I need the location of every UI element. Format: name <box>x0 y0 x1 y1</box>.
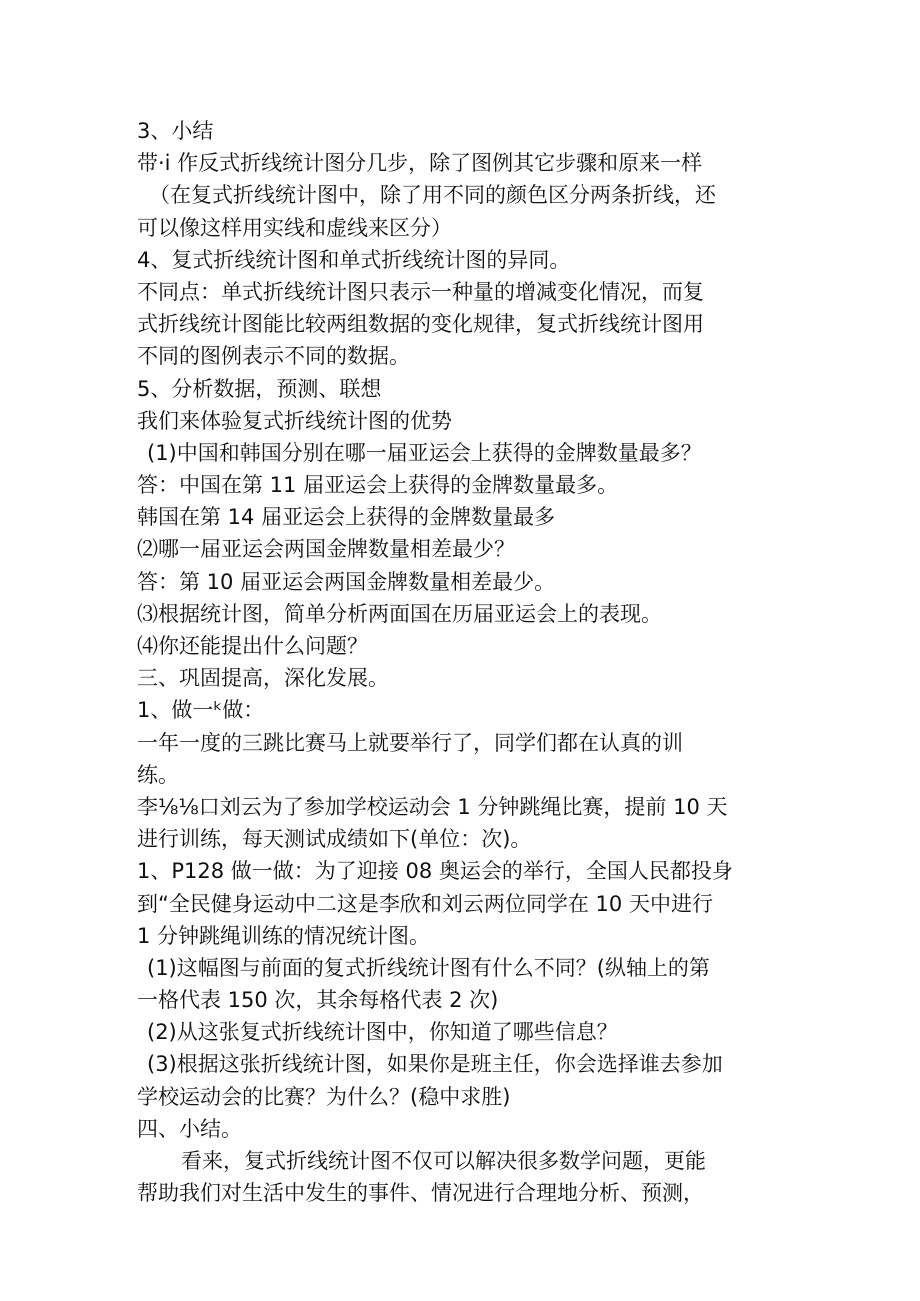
paragraph-line: 可以像这样用实线和虚线来区分） <box>137 215 452 240</box>
heading-exercise-1: 1、做一ᵏ做： <box>137 698 265 723</box>
answer-line: 答：中国在第 11 届亚运会上获得的金牌数量最多。 <box>137 473 619 498</box>
question-1: (1)这幅图与前面的复式折线统计图有什么不同？(纵轴上的第 <box>147 955 710 980</box>
paragraph-line: 我们来体验复式折线统计图的优势 <box>137 408 452 433</box>
paragraph-line: （在复式折线统计图中，除了用不同的颜色区分两条折线，还 <box>149 183 716 208</box>
answer-line: 答：第 10 届亚运会两国金牌数量相差最少。 <box>137 569 556 594</box>
question-1: (1)中国和韩国分别在哪一届亚运会上获得的金牌数量最多？ <box>147 440 702 465</box>
paragraph-line: 式折线统计图能比较两组数据的变化规律，复式折线统计图用 <box>137 312 704 337</box>
answer-line: 韩国在第 14 届亚运会上获得的金牌数量最多 <box>137 505 556 530</box>
heading-analyze-5: 5、分析数据，预测、联想 <box>137 376 382 401</box>
paragraph-line: 看来，复式折线统计图不仅可以解决很多数学问题，更能 <box>181 1149 706 1173</box>
heading-summary-3: 3、小结 <box>137 119 214 143</box>
paragraph-line: 不同点：单式折线统计图只表示一种量的增减变化情况，而复 <box>137 279 704 304</box>
paragraph-line: 1 分钟跳绳训练的情况统计图。 <box>137 923 431 948</box>
paragraph-line: 一年一度的三跳比赛马上就要举行了，同学们都在认真的训 <box>137 730 683 755</box>
paragraph-line: 李⅛⅛口刘云为了参加学校运动会 1 分钟跳绳比赛，提前 10 天 <box>137 794 728 819</box>
question-4: ⑷你还能提出什么问题？ <box>137 634 368 658</box>
paragraph-line: 学校运动会的比赛？为什么？(稳中求胜) <box>137 1084 511 1109</box>
heading-section-4: 四、小结。 <box>137 1116 242 1141</box>
paragraph-line: 不同的图例表示不同的数据。 <box>137 344 410 369</box>
question-2: (2)从这张复式折线统计图中，你知道了哪些信息？ <box>147 1020 618 1045</box>
heading-section-3: 三、巩固提高，深化发展。 <box>137 666 389 691</box>
question-2: ⑵哪一届亚运会两国金牌数量相差最少？ <box>137 537 515 562</box>
question-3: (3)根据这张折线统计图，如果你是班主任，你会选择谁去参加 <box>147 1052 723 1077</box>
heading-compare-4: 4、复式折线统计图和单式折线统计图的异同。 <box>137 247 571 272</box>
paragraph-line: 练。 <box>137 762 179 787</box>
paragraph-line: 带·i 作反式折线统计图分几步，除了图例其它步骤和原来一样 <box>137 151 703 176</box>
paragraph-line: 帮助我们对生活中发生的事件、情况进行合理地分析、预测， <box>137 1181 704 1206</box>
paragraph-line: 1、P128 做一做：为了迎接 08 奥运会的举行，全国人民都投身 <box>137 859 733 884</box>
paragraph-line: 到“全民健身运动中二这是李欣和刘云两位同学在 10 天中进行 <box>137 891 713 916</box>
question-3: ⑶根据统计图，简单分析两面国在历届亚运会上的表现。 <box>137 601 662 626</box>
document-body <box>137 115 797 1209</box>
paragraph-line: 一格代表 150 次，其余每格代表 2 次) <box>137 988 499 1013</box>
paragraph-line: 进行训练，每天测试成绩如下(单位：次)。 <box>137 827 532 852</box>
